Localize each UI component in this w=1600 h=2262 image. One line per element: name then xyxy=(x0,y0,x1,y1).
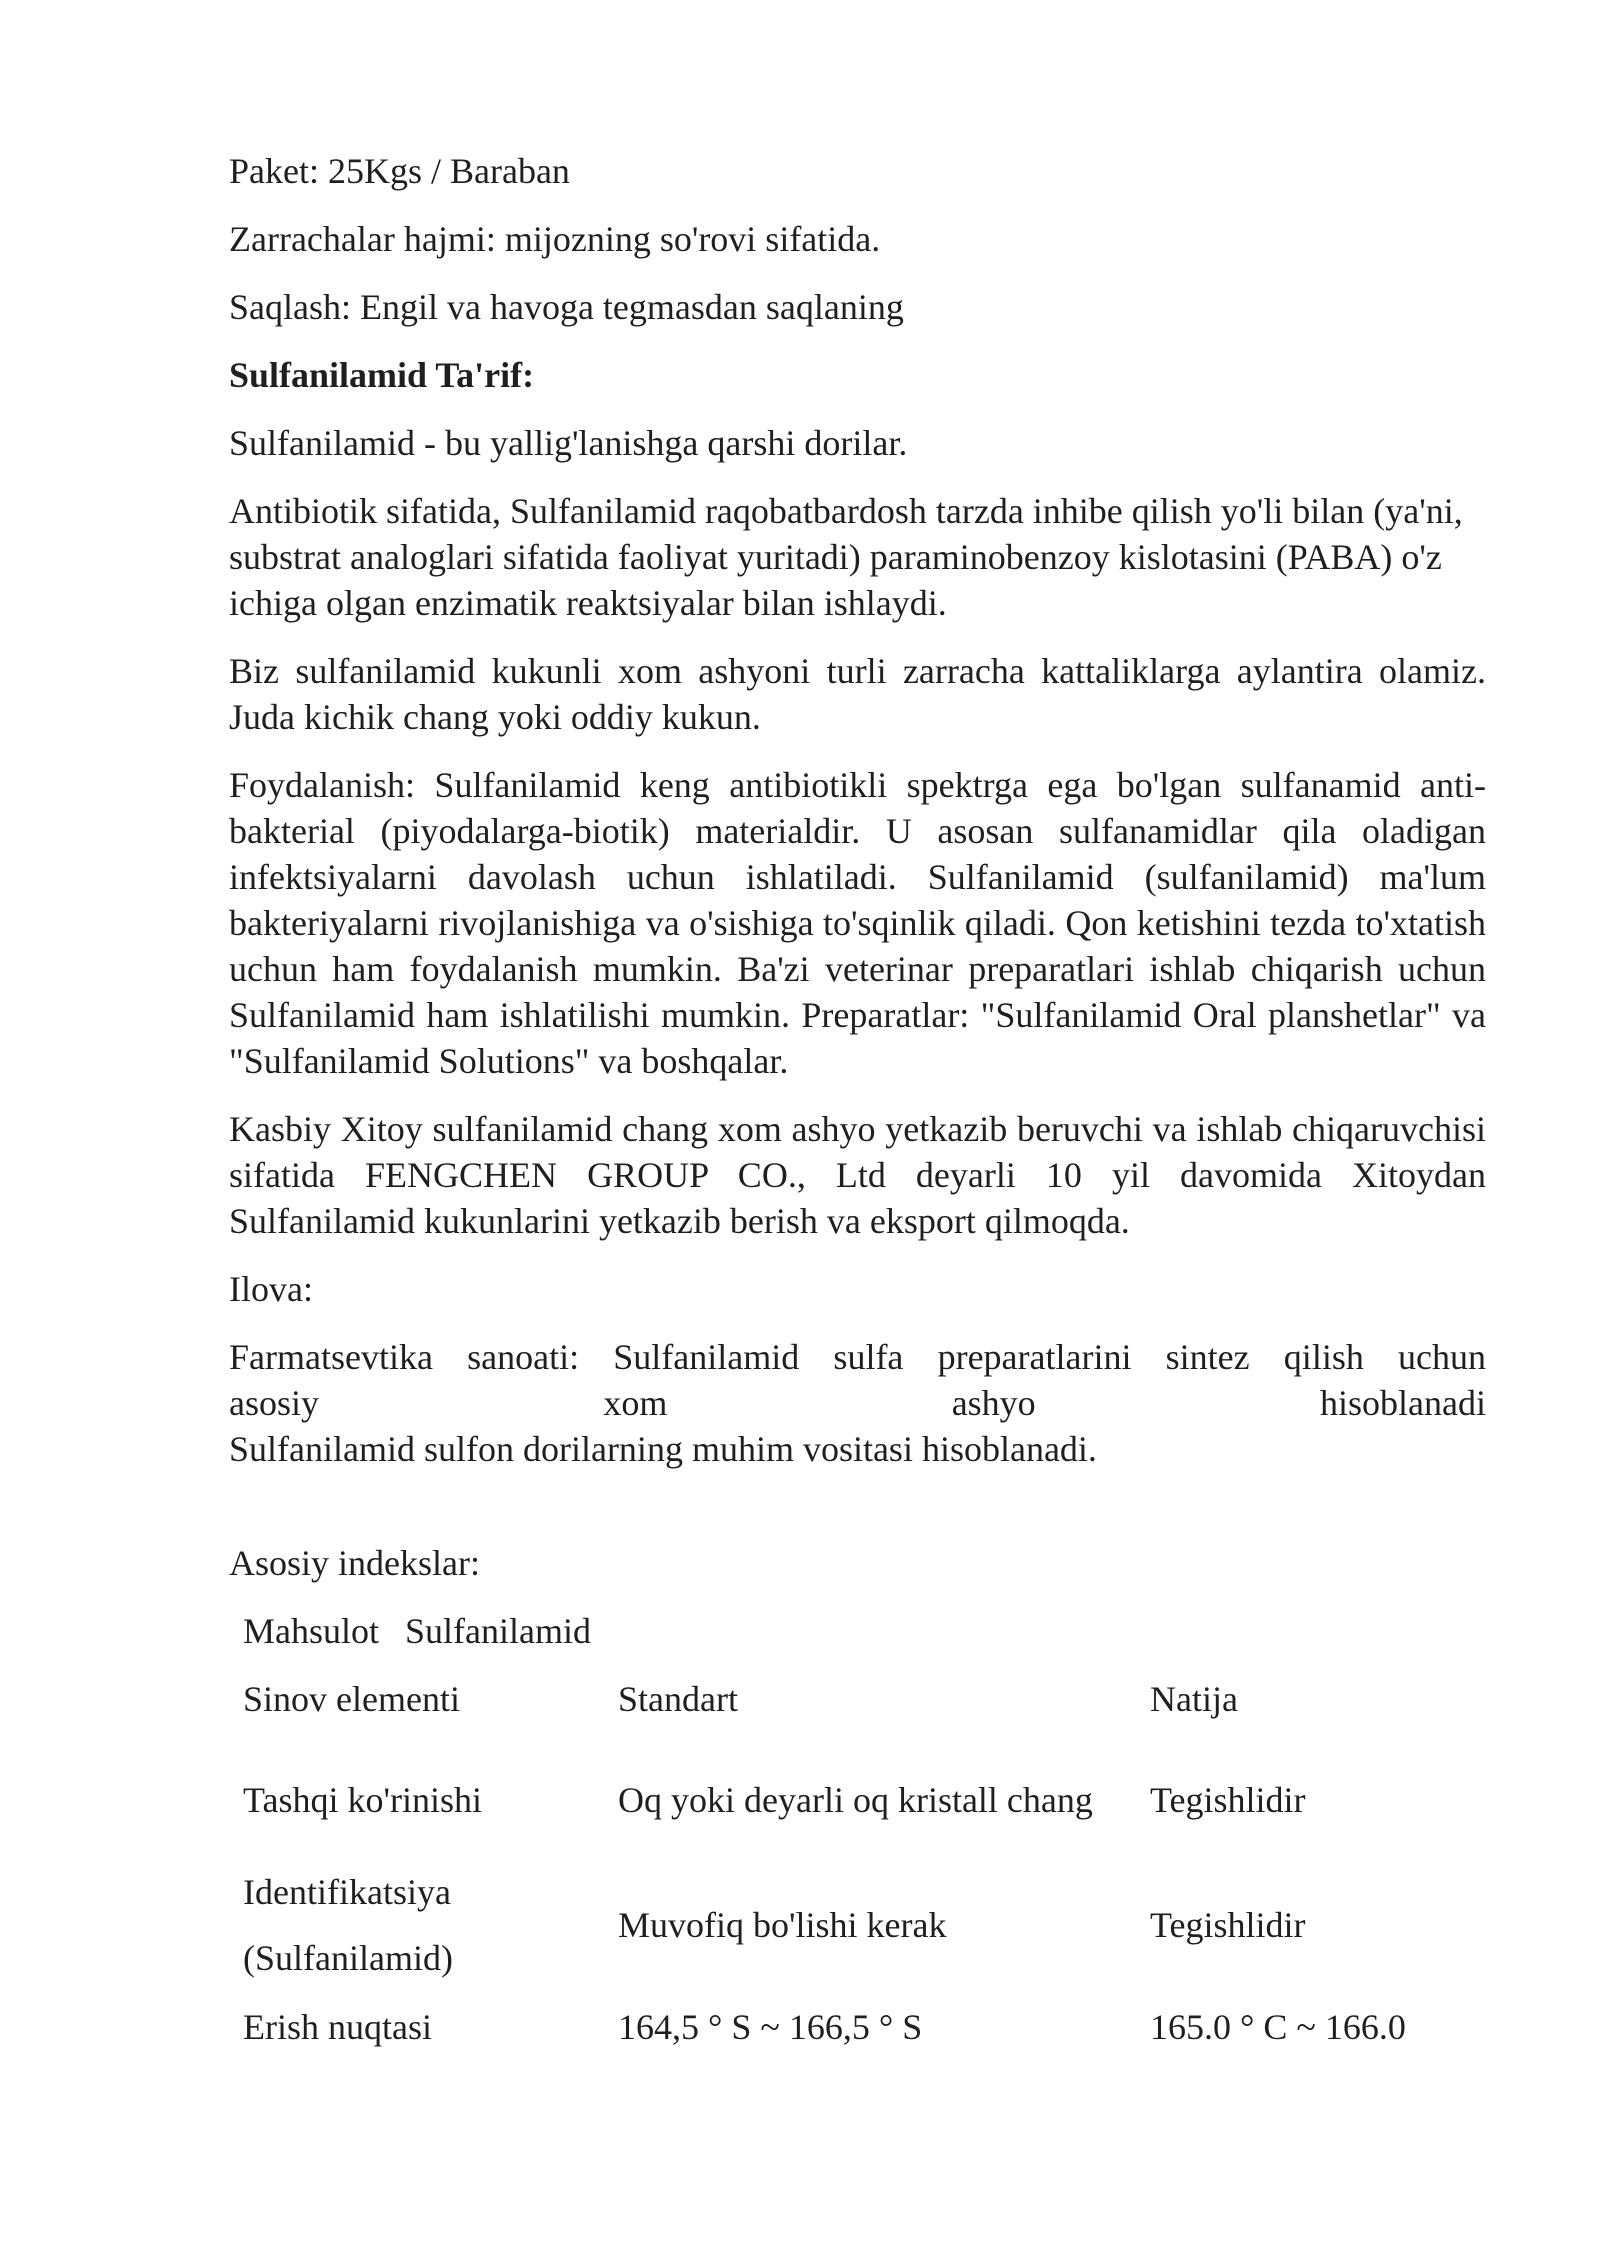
particle-size-line: Zarrachalar hajmi: mijozning so'rovi sifatida. xyxy=(229,219,881,259)
product-value: Sulfanilamid xyxy=(405,1611,591,1651)
table-row xyxy=(243,1856,1486,1994)
storage-line: Saqlash: Engil va havoga tegmasdan saqlaning xyxy=(229,287,904,327)
pharma-line-1: Farmatsevtika sanoati: Sulfanilamid sulfa preparatlarini sintez qilish uchun xyxy=(229,1337,1486,1377)
cell-item-line-2: (Sulfanilamid) xyxy=(243,1938,453,1978)
table-row xyxy=(243,1744,1486,1856)
header-result: Natija xyxy=(1150,1679,1238,1719)
cell-result: Tegishlidir xyxy=(1150,1905,1306,1945)
cell-item: Tashqi ko'rinishi xyxy=(243,1780,482,1820)
cell-item-line-1: Identifikatsiya xyxy=(243,1872,451,1912)
description-heading: Sulfanilamid Ta'rif: xyxy=(229,355,535,395)
cell-item xyxy=(243,1856,618,1994)
pharma-line-2: asosiy xom ashyo hisoblanadi xyxy=(229,1383,1486,1423)
header-standard: Standart xyxy=(618,1679,738,1719)
pharma-paragraph xyxy=(229,1334,1486,1472)
package-line: Paket: 25Kgs / Baraban xyxy=(229,151,570,191)
indexes-table xyxy=(243,1676,1486,2060)
document-page xyxy=(229,148,1486,2060)
cell-standard: Muvofiq bo'lishi kerak xyxy=(618,1905,947,1945)
spacer xyxy=(229,1494,1486,1540)
pharma-line-3: Sulfanilamid sulfon dorilarning muhim vositasi hisoblanadi. xyxy=(229,1429,1097,1469)
cell-standard: Oq yoki deyarli oq kristall chang xyxy=(618,1780,1093,1820)
cell-standard: 164,5 ° S ~ 166,5 ° S xyxy=(618,2007,923,2047)
antibiotic-paragraph: Antibiotik sifatida, Sulfanilamid raqobatbardosh tarzda inhibe qilish yo'li bilan (ya'ni, substrat analoglari sifatida faoliyat yuritadi) paraminobenzoy kislotasini (PABA) o'z ichiga olgan enzimatik reaktsiyalar bilan ishlaydi. xyxy=(229,491,1463,623)
product-label: Mahsulot xyxy=(243,1611,380,1651)
usage-paragraph: Foydalanish: Sulfanilamid keng antibiotikli spektrga ega bo'lgan sulfanamid anti-bakterial (piyodalarga-biotik) materialdir. U asosan sulfanamidlar qila oladigan infektsiyalarni davolash uchun ishlatiladi. Sulfanilamid (sulfanilamid) ma'lum bakteriyalarni rivojlanishiga va o'sishiga to'sqinlik qiladi. Qon ketishini tezda to'xtatish uchun ham foydalanish mumkin. Ba'zi veterinar preparatlari ishlab chiqarish uchun Sulfanilamid ham ishlatilishi mumkin. Preparatlar: "Sulfanilamid Oral planshetlar" va "Sulfanilamid Solutions" va boshqalar. xyxy=(229,765,1486,1081)
cell-result: Tegishlidir xyxy=(1150,1780,1306,1820)
cell-result: 165.0 ° C ~ 166.0 xyxy=(1150,2007,1406,2047)
cell-item: Erish nuqtasi xyxy=(243,2007,432,2047)
main-indexes-heading: Asosiy indekslar: xyxy=(229,1543,480,1583)
definition-paragraph: Sulfanilamid - bu yallig'lanishga qarshi dorilar. xyxy=(229,423,908,463)
table-row xyxy=(243,1994,1486,2060)
header-test-item: Sinov elementi xyxy=(243,1679,460,1719)
supplier-paragraph: Kasbiy Xitoy sulfanilamid chang xom ashyo yetkazib beruvchi va ishlab chiqaruvchisi sifatida FENGCHEN GROUP CO., Ltd deyarli 10 yil davomida Xitoydan Sulfanilamid kukunlarini yetkazib berish va eksport qilmoqda. xyxy=(229,1109,1486,1241)
table-header-row xyxy=(243,1676,1486,1744)
powder-paragraph: Biz sulfanilamid kukunli xom ashyoni turli zarracha kattaliklarga aylantira olamiz. Juda kichik chang yoki oddiy kukun. xyxy=(229,651,1486,737)
product-line xyxy=(243,1608,1486,1654)
application-heading: Ilova: xyxy=(229,1269,313,1309)
